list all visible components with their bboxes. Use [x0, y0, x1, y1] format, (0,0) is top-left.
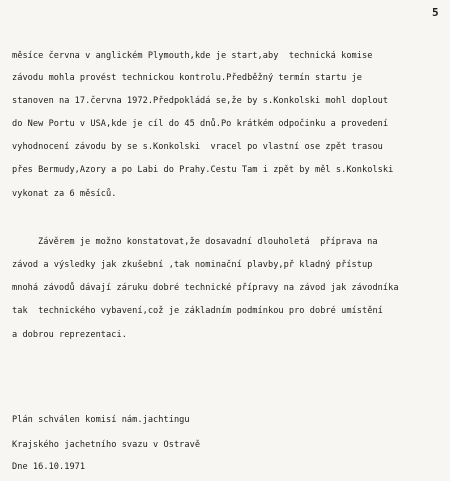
- paragraph1-line: měsíce června v anglickém Plymouth,kde je start,aby technická komise: [12, 51, 373, 61]
- paragraph2-line: mnohá závodů dávají záruku dobré technické přípravy na závod jak závodníka: [12, 283, 399, 293]
- signature-line: Plán schválen komisí nám.jachtingu: [12, 415, 190, 425]
- paragraph2-line: Závěrem je možno konstatovat,že dosavadní dlouholetá příprava na: [38, 237, 378, 247]
- signature-line: Krajského jachetního svazu v Ostravě: [12, 440, 201, 450]
- paragraph2-line: závod a výsledky jak zkušební ,tak nominační plavby,př kladný přístup: [12, 260, 373, 270]
- paragraph2-line: tak technického vybavení,což je základním podmínkou pro dobré umístění: [12, 306, 383, 316]
- page-number: 5: [432, 6, 439, 19]
- paragraph1-line: přes Bermudy,Azory a po Labi do Prahy.Cestu Tam i zpět by měl s.Konkolski: [12, 165, 394, 175]
- paragraph2-line: a dobrou reprezentaci.: [12, 330, 127, 340]
- signature-date: Dne 16.10.1971: [12, 462, 86, 472]
- paragraph1-line: vykonat za 6 měsíců.: [12, 189, 117, 199]
- paragraph1-line: vyhodnocení závodu by se s.Konkolski vracel po vlastní ose zpět trasou: [12, 142, 383, 152]
- paragraph1-line: do New Portu v USA,kde je cíl do 45 dnů.Po krátkém odpočinku a provedení: [12, 119, 389, 129]
- paragraph1-line: stanoven na 17.června 1972.Předpokládá se,že by s.Konkolski mohl doplout: [12, 96, 389, 106]
- paragraph1-line: závodu mohla provést technickou kontrolu.Předběžný termín startu je: [12, 73, 362, 83]
